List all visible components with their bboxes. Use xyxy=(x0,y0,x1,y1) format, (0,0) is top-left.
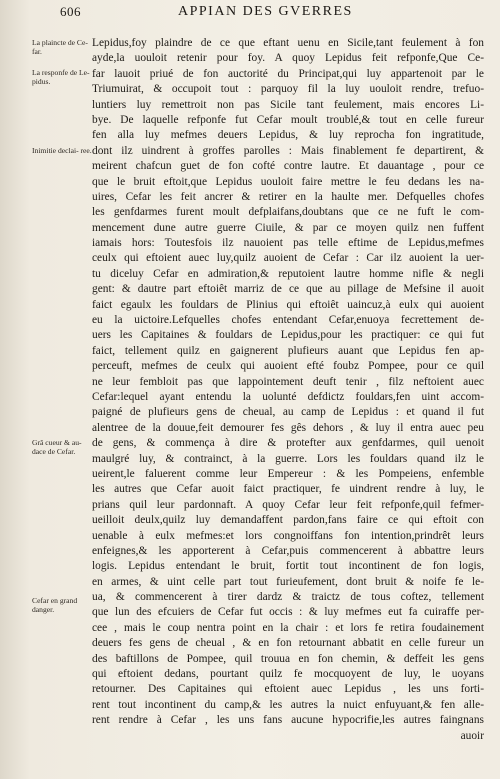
text-line: rent tout incontinent du camp,& les autres la nuict enfuyuant,& fen alle- xyxy=(92,698,484,711)
text-line: retourner. Des Capitaines qui eftoient auec Lepidus , les uns forti- xyxy=(92,683,484,696)
text-line: Cefar:lequel ayant entendu la uolunté defdictz fouldars,fen uint accom- xyxy=(92,390,484,403)
text-line: auoir xyxy=(460,729,484,742)
text-line: uenable à eulx mefmes:et lors congnoiffans fon intention,prindrêt leurs xyxy=(92,529,484,542)
text-line: ueilloit deulx,quilz luy demandaffent pardon,fans faire ce qui eftoit con xyxy=(92,514,484,527)
text-line: meirent chafcun guet de fon cofté contre lautre. Et dauantage , pour ce xyxy=(92,160,484,173)
text-line: luntiers luy remettroit non pas Sicile tant feulement, mais encores Li- xyxy=(92,98,484,111)
text-line: cee , mais le coup nentra point en la chair : et lors fe retira foudainement xyxy=(92,621,484,634)
text-line: que le bruit eftoit,que Lepidus uouloit faire mettre le feu dedans les na- xyxy=(92,175,484,188)
text-line: prians quil leur pardonnaft. A quoy Cefar leur feit refponfe,quil fefmer- xyxy=(92,498,484,511)
text-line: que lun des efcuiers de Cefar fut occis : & luy mefmes eut fa cuiraffe per- xyxy=(92,606,484,619)
text-line: faict egaulx les fouldars de Plinius qui eftoiêt uaincuz,à eulx qui auoient xyxy=(92,298,484,311)
text-line: uires, Cefar les feit ancrer & retirer en la haulte mer. Defquelles chofes xyxy=(92,190,484,203)
text-line: tu diceluy Cefar en admiration,& reputoient lautre homme nifle & negli xyxy=(92,267,484,280)
text-line: qui eftoient dedans, pourtant quilz fe mocquoyent de luy, le uoyans xyxy=(92,668,484,681)
text-line: fen alla luy mefmes deuers Lepidus, & luy reprocha fon ingratitude, xyxy=(92,129,484,142)
text-line: ueirent,le faluerent comme leur Empereur : & les Pompeiens, enfemble xyxy=(92,467,484,480)
text-line: dont ilz uindrent à groffes parolles : Mais finablement fe departirent, & xyxy=(92,144,484,157)
text-line: alentree de la douue,feit demourer fes gês dehors , & luy il entra auec peu xyxy=(92,421,484,434)
text-line: ne leur fembloit pas que lappointement deuft tenir , filz neftoient auec xyxy=(92,375,484,388)
text-line: mencement dune autre guerre Ciuile, & par ce moyen quilz nen fuffent xyxy=(92,221,484,234)
text-line: les autres que Cefar auoit faict practiquer, fe uindrent rendre à luy, le xyxy=(92,483,484,496)
text-line: eu la uictoire.Lefquelles chofes entendant Cefar,enuoya fecrettement de- xyxy=(92,314,484,327)
text-line: en armes, & uint celle part tout furieufement, dont bruit & noife fe le- xyxy=(92,575,484,588)
text-line: paigné de plufieurs gens de cheual, au camp de Lepidus : et quand il fut xyxy=(92,406,484,419)
running-head: APPIAN DES GVERRES xyxy=(178,4,353,19)
margin-note: La responfe de Le- pidus. xyxy=(32,68,90,86)
text-line: des baftillons de Pompee, quil trouua en fon chemin, & deffeit les gens xyxy=(92,652,484,665)
text-line: Lepidus,foy plaindre de ce que eftant uenu en Sicile,tant feulement à fon xyxy=(92,37,484,49)
margin-note: Inimitie declai- ree. xyxy=(32,146,92,155)
text-line: de gens, & commença à dire & protefter aux genfdarmes, quil uenoit xyxy=(92,437,484,450)
margin-note: Grâ cueur & au- dace de Cefar. xyxy=(32,438,82,456)
text-line: perceuft, mefmes de ceulx qui auoient efté foubz Pompee, pour ce quil xyxy=(92,360,484,373)
text-line: bye. De laquelle refponfe fut Cefar moult troublé,& tout en celle fureur xyxy=(92,113,484,126)
page-header xyxy=(0,4,500,26)
text-line: les genfdarmes furent moult defplaifans,doubtans que ce ne fuft le com- xyxy=(92,206,484,219)
margin-note: Cefar en grand danger. xyxy=(32,596,78,614)
text-line: maulgré luy, & contrainct, à la guerre. Lors les fouldars quand ilz le xyxy=(92,452,484,465)
text-line: deuers fes gens de cheual , & en fon retournant abbatit en celle fureur un xyxy=(92,637,484,650)
text-line: gent: & dautre part eftoiêt marriz de ce que au pillage de Mefsine il auoit xyxy=(92,283,484,296)
text-line: logis. Lepidus entendant le bruit, fortit tout incontinent de fon logis, xyxy=(92,560,484,573)
text-line: faict, tellement quilz en gaignerent plufieurs auant que Lepidus fen ap- xyxy=(92,344,484,357)
text-line: ua, & commencerent à tirer dardz & traictz de tous coftez, tellement xyxy=(92,591,484,604)
text-line: ayde,la uouloit retenir pour foy. A quoy Lepidus feit refponfe,Que Ce- xyxy=(92,52,484,65)
page-number: 606 xyxy=(60,4,81,19)
text-line: rent rendre à Cefar , les uns fans aucune hypocrifie,les autres faingnans xyxy=(92,714,484,727)
show-through-bleed xyxy=(32,100,96,136)
text-line: ceulx qui eftoient auec luy,quilz auoient de Cefar : Car ilz auoient la uer- xyxy=(92,252,484,265)
text-line: iamais hors: Toutesfois ilz nauoient pas telle eftime de Lepidus,mefmes xyxy=(92,237,484,250)
margin-note: La plaincte de Ce- far. xyxy=(32,38,88,56)
text-line: uers les Capitaines & fouldars de Lepidus,pour les practiquer: ce qui fut xyxy=(92,329,484,342)
text-line: far lauoit priué de fon auctorité du Principat,qui luy appartenoit par le xyxy=(92,67,484,80)
text-line: enfeignes,& les apporterent à Cefar,puis commencerent à abbattre leurs xyxy=(92,544,484,557)
body-text xyxy=(92,36,484,744)
text-line: Triumuirat, & occupoit tout : parquoy fil la luy uouloit rendre, trefuo- xyxy=(92,83,484,96)
